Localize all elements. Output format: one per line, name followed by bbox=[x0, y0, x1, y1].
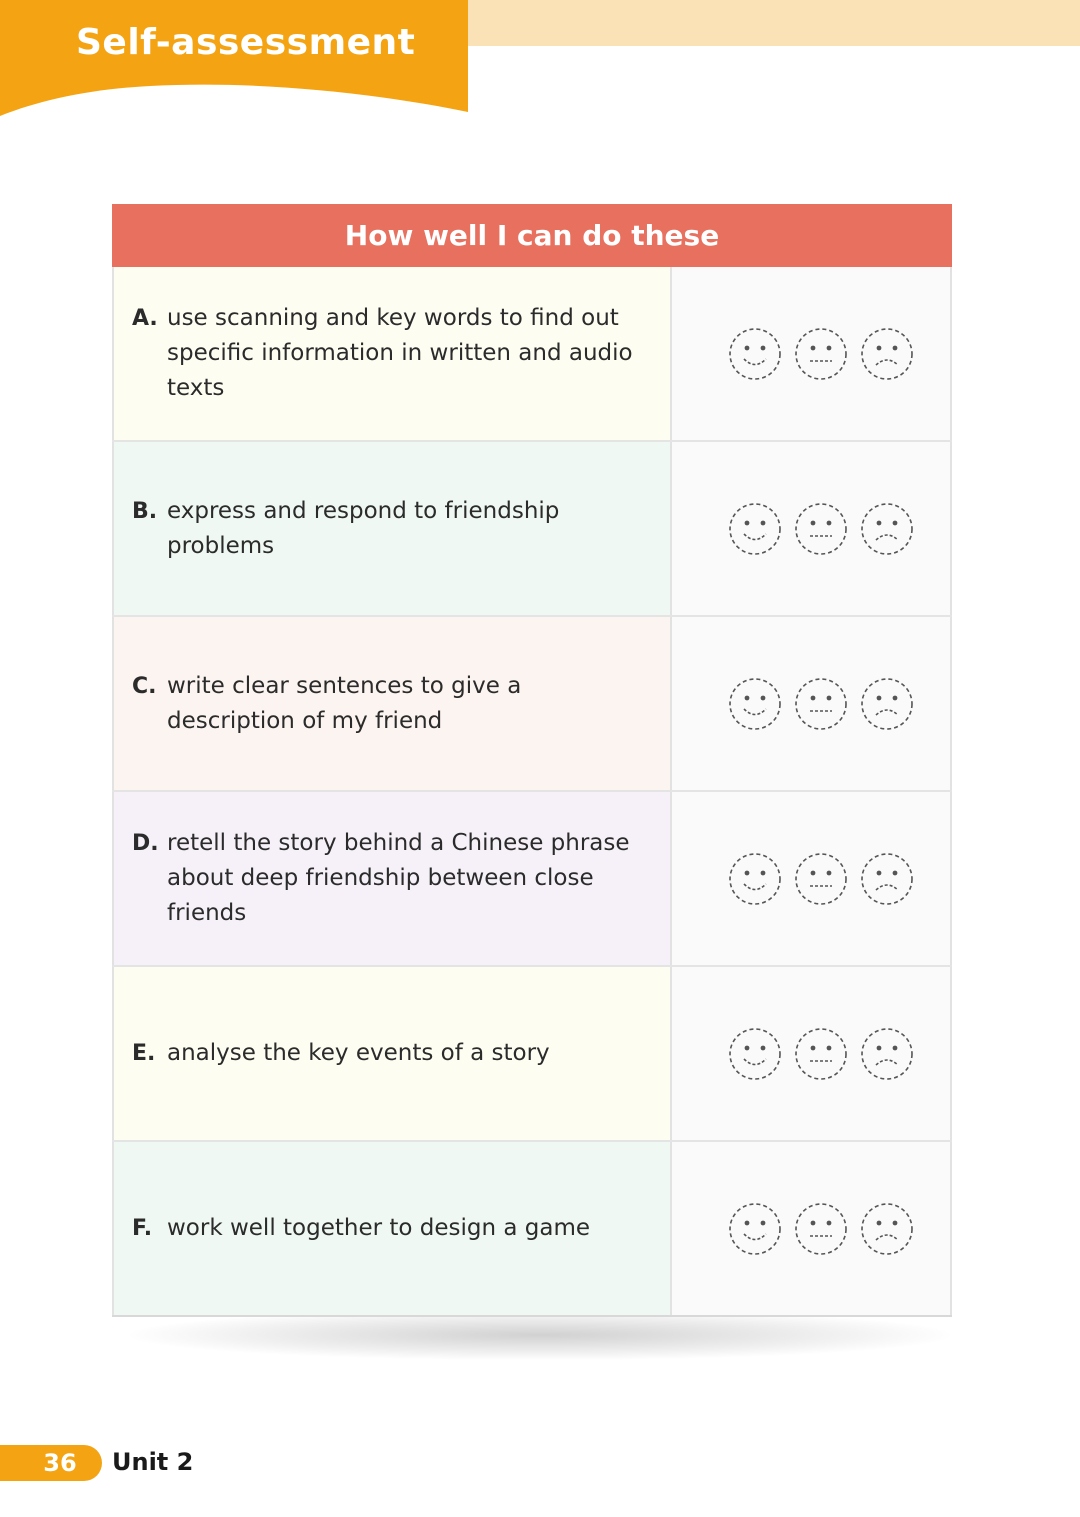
rating-cell bbox=[672, 617, 952, 790]
smile-face-icon[interactable] bbox=[728, 677, 782, 731]
rating-cell bbox=[672, 967, 952, 1140]
item-text: analyse the key events of a story bbox=[167, 1040, 550, 1066]
neutral-face-icon[interactable] bbox=[794, 1202, 848, 1256]
neutral-face-icon[interactable] bbox=[794, 677, 848, 731]
section-tab bbox=[0, 0, 470, 120]
item-letter: F. bbox=[132, 1216, 153, 1241]
table-heading: How well I can do these bbox=[112, 204, 952, 267]
rating-cell bbox=[672, 1142, 952, 1315]
smile-face-icon[interactable] bbox=[728, 852, 782, 906]
table-row bbox=[112, 967, 952, 1142]
sad-face-icon[interactable] bbox=[860, 1027, 914, 1081]
item-text: write clear sentences to give a description of my friend bbox=[167, 672, 522, 734]
table-row bbox=[112, 442, 952, 617]
item-letter: A. bbox=[132, 306, 158, 331]
smile-face-icon[interactable] bbox=[728, 502, 782, 556]
neutral-face-icon[interactable] bbox=[794, 327, 848, 381]
item-letter: D. bbox=[132, 831, 159, 856]
row-text-cell bbox=[112, 442, 672, 615]
neutral-face-icon[interactable] bbox=[794, 502, 848, 556]
item-letter: C. bbox=[132, 673, 157, 699]
row-text-cell bbox=[112, 1142, 672, 1315]
rating-cell bbox=[672, 267, 952, 440]
row-text-cell bbox=[112, 267, 672, 440]
sad-face-icon[interactable] bbox=[860, 677, 914, 731]
page-number-badge bbox=[0, 1445, 102, 1481]
page-number: 36 bbox=[43, 1449, 77, 1477]
section-title: Self-assessment bbox=[76, 22, 416, 63]
sad-face-icon[interactable] bbox=[860, 327, 914, 381]
sad-face-icon[interactable] bbox=[860, 1202, 914, 1256]
smile-face-icon[interactable] bbox=[728, 327, 782, 381]
row-text-cell bbox=[112, 792, 672, 965]
header-band bbox=[468, 0, 1080, 46]
row-text-cell bbox=[112, 967, 672, 1140]
item-letter: E. bbox=[132, 1041, 156, 1066]
item-text: work well together to design a game bbox=[167, 1215, 591, 1241]
rating-cell bbox=[672, 442, 952, 615]
table-shadow bbox=[130, 1310, 950, 1360]
table-row bbox=[112, 267, 952, 442]
assessment-table bbox=[112, 204, 952, 1317]
sad-face-icon[interactable] bbox=[860, 502, 914, 556]
item-text: retell the story behind a Chinese phrase about deep friendship between close friends bbox=[167, 830, 630, 926]
neutral-face-icon[interactable] bbox=[794, 1027, 848, 1081]
item-letter: B. bbox=[132, 498, 158, 524]
neutral-face-icon[interactable] bbox=[794, 852, 848, 906]
table-row bbox=[112, 1142, 952, 1317]
unit-label: Unit 2 bbox=[112, 1448, 194, 1476]
item-text: use scanning and key words to find out specific information in written and audio texts bbox=[167, 305, 633, 401]
smile-face-icon[interactable] bbox=[728, 1027, 782, 1081]
row-text-cell bbox=[112, 617, 672, 790]
sad-face-icon[interactable] bbox=[860, 852, 914, 906]
table-row bbox=[112, 617, 952, 792]
rating-cell bbox=[672, 792, 952, 965]
item-text: express and respond to friendship problems bbox=[167, 497, 560, 559]
smile-face-icon[interactable] bbox=[728, 1202, 782, 1256]
table-row bbox=[112, 792, 952, 967]
